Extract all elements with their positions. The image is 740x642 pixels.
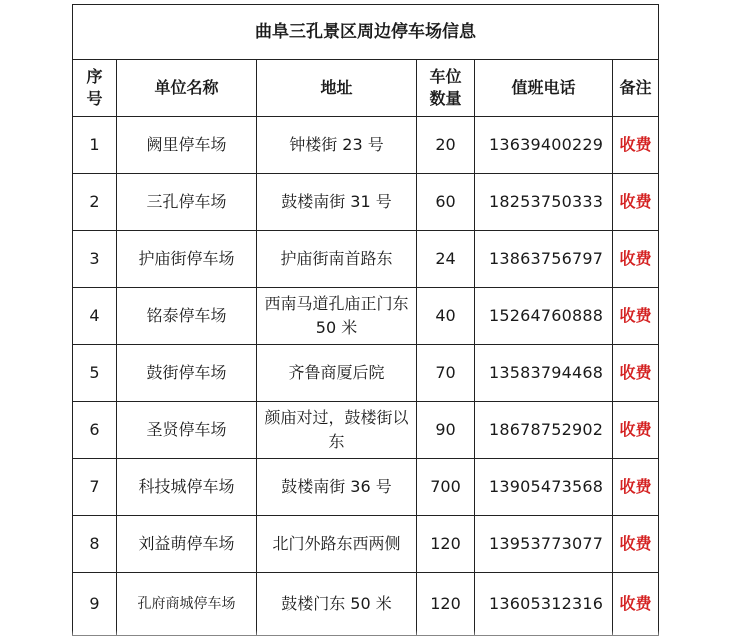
cell-index: 1 [73,117,117,174]
cell-name: 圣贤停车场 [117,402,257,459]
title-row [73,5,659,60]
cell-index: 6 [73,402,117,459]
cell-name: 鼓街停车场 [117,345,257,402]
cell-address: 钟楼街 23 号 [257,117,417,174]
cell-address: 颜庙对过，鼓楼街以东 [257,402,417,459]
cell-address: 北门外路东西两侧 [257,516,417,573]
header-name: 单位名称 [117,60,257,117]
cell-note: 收费 [613,174,659,231]
table-row [73,174,659,231]
cell-phone: 15264760888 [475,288,613,345]
table-row [73,345,659,402]
header-spaces-line2: 数量 [429,89,462,108]
cell-spaces: 120 [417,573,475,636]
cell-phone: 13605312316 [475,573,613,636]
cell-spaces: 700 [417,459,475,516]
cell-note: 收费 [613,231,659,288]
header-address: 地址 [257,60,417,117]
cell-note: 收费 [613,345,659,402]
cell-phone: 13583794468 [475,345,613,402]
cell-note: 收费 [613,288,659,345]
cell-name: 科技城停车场 [117,459,257,516]
cell-index: 4 [73,288,117,345]
table-row [73,231,659,288]
cell-name: 护庙街停车场 [117,231,257,288]
header-spaces [417,60,475,117]
cell-spaces: 24 [417,231,475,288]
cell-spaces: 40 [417,288,475,345]
table-title: 曲阜三孔景区周边停车场信息 [73,5,659,60]
table-row [73,288,659,345]
cell-spaces: 120 [417,516,475,573]
cell-index: 5 [73,345,117,402]
cell-phone: 13953773077 [475,516,613,573]
cell-address: 鼓楼南街 31 号 [257,174,417,231]
cell-note: 收费 [613,117,659,174]
cell-address: 西南马道孔庙正门东 50 米 [257,288,417,345]
cell-index: 2 [73,174,117,231]
header-note: 备注 [613,60,659,117]
cell-address: 鼓楼南街 36 号 [257,459,417,516]
cell-name: 阙里停车场 [117,117,257,174]
cell-note: 收费 [613,516,659,573]
cell-phone: 18678752902 [475,402,613,459]
header-index [73,60,117,117]
cell-phone: 13863756797 [475,231,613,288]
table-row [73,573,659,636]
cell-note: 收费 [613,402,659,459]
cell-phone: 18253750333 [475,174,613,231]
cell-spaces: 20 [417,117,475,174]
cell-address: 鼓楼门东 50 米 [257,573,417,636]
header-row [73,60,659,117]
header-phone: 值班电话 [475,60,613,117]
cell-note: 收费 [613,459,659,516]
parking-table [72,4,659,636]
cell-index: 9 [73,573,117,636]
cell-spaces: 60 [417,174,475,231]
cell-index: 7 [73,459,117,516]
cell-phone: 13905473568 [475,459,613,516]
cell-spaces: 90 [417,402,475,459]
cell-index: 8 [73,516,117,573]
cell-phone: 13639400229 [475,117,613,174]
header-index-line1: 序 [86,67,103,86]
header-spaces-line1: 车位 [429,67,462,86]
table-row [73,459,659,516]
table-row [73,516,659,573]
cell-address: 护庙街南首路东 [257,231,417,288]
cell-address: 齐鲁商厦后院 [257,345,417,402]
table-row [73,117,659,174]
table-row [73,402,659,459]
bottom-edge-fade [0,630,740,642]
header-index-line2: 号 [86,89,103,108]
cell-name: 刘益萌停车场 [117,516,257,573]
cell-name: 铭泰停车场 [117,288,257,345]
cell-index: 3 [73,231,117,288]
parking-info-sheet [72,4,658,636]
cell-name: 孔府商城停车场 [117,573,257,636]
cell-name: 三孔停车场 [117,174,257,231]
cell-spaces: 70 [417,345,475,402]
cell-note: 收费 [613,573,659,636]
